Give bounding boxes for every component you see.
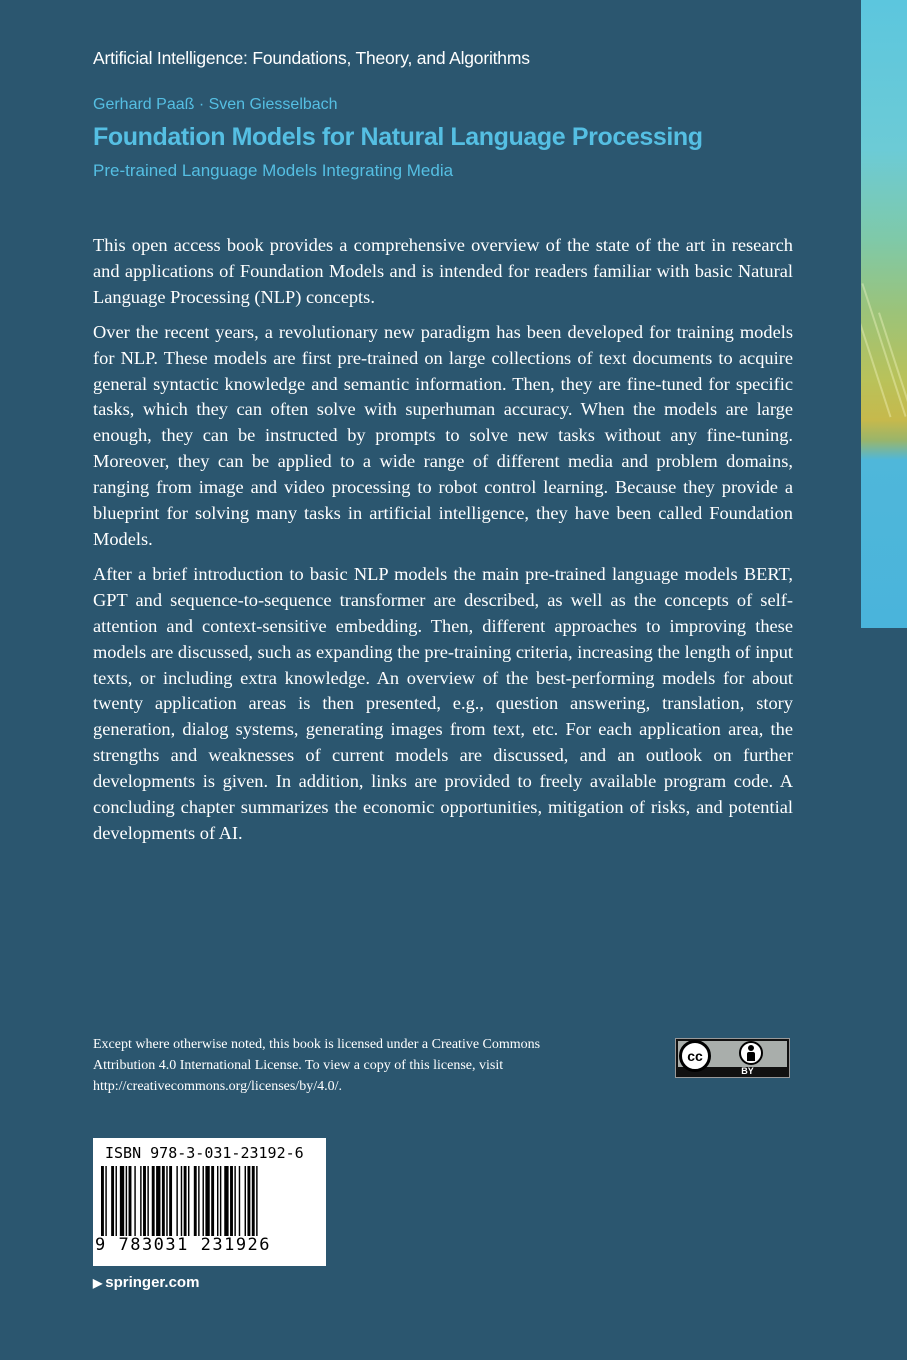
barcode-bar <box>105 1166 106 1236</box>
cc-by-license-badge[interactable] <box>675 1038 790 1078</box>
barcode-bar <box>143 1166 146 1236</box>
barcode-bar <box>184 1166 187 1236</box>
barcode-bar <box>111 1166 114 1236</box>
cover-image-strip <box>861 0 907 628</box>
barcode-bar <box>101 1166 104 1236</box>
license-notice: Except where otherwise noted, this book is licensed under a Creative Commons Attribution 4.0 International License. To view a copy of this license, visit http://creativecommons.org/licenses/by/4.0/. <box>93 1037 541 1094</box>
by-label: BY <box>741 1066 754 1076</box>
publisher-link[interactable] <box>93 1274 199 1291</box>
barcode-bar <box>129 1166 132 1236</box>
isbn-barcode-box <box>93 1138 326 1266</box>
barcode-bar <box>126 1166 127 1236</box>
blurb <box>93 233 793 856</box>
isbn-label: ISBN 978-3-031-23192-6 <box>105 1144 304 1162</box>
barcode-bar <box>245 1166 246 1236</box>
barcode-bar <box>194 1166 197 1236</box>
barcode-bar <box>211 1166 214 1236</box>
barcode-bar <box>147 1166 148 1236</box>
blurb-paragraph: This open access book provides a comprehensive overview of the state of the art in research and applications of Foundation Models and is intended for readers familiar with basic Natural Language Processing (NLP) concepts. <box>93 235 793 307</box>
attribution-person-icon <box>739 1041 763 1065</box>
barcode-bar <box>247 1166 250 1236</box>
barcode-bar <box>169 1166 172 1236</box>
barcode-bar <box>217 1166 218 1236</box>
authors: Gerhard Paaß · Sven Giesselbach <box>93 96 338 113</box>
barcode <box>99 1166 321 1236</box>
series-title: Artificial Intelligence: Foundations, Theory, and Algorithms <box>93 48 530 68</box>
blurb-paragraph: Over the recent years, a revolutionary new paradigm has been developed for training models for NLP. These models are first pre-trained on large collections of text documents to acquire general syntactic knowledge and semantic information. Then, they are fine-tuned for specific tasks, which they can often solve with superhuman accuracy. When the models are large enough, they can be instructed by prompts to solve new tasks without any fine-tuning. Moreover, they can be applied to a wide range of different media and problem domains, ranging from image and video processing to robot control learning. Because they provide a blueprint for solving many tasks in artificial intelligence, they have been called Foundation Models. <box>93 321 793 549</box>
publisher-url: springer.com <box>105 1274 200 1291</box>
barcode-bar <box>220 1166 221 1236</box>
book-subtitle: Pre-trained Language Models Integrating Media <box>93 161 454 180</box>
barcode-bar <box>134 1166 135 1236</box>
barcode-bar <box>252 1166 255 1236</box>
barcode-bar <box>256 1166 257 1236</box>
barcode-bar <box>181 1166 182 1236</box>
book-title: Foundation Models for Natural Language Processing <box>93 123 703 151</box>
barcode-bar <box>120 1166 124 1236</box>
barcode-bar <box>198 1166 199 1236</box>
barcode-bar <box>205 1166 209 1236</box>
blurb-paragraph: After a brief introduction to basic NLP models the main pre-trained language models BERT, GPT and sequence-to-sequence transformer are described, as well as the concepts of self-attention and context-sensitive embedding. Then, different approaches to improving these models are discussed, such as expanding the pre-training criteria, increasing the length of input texts, or including extra knowledge. An overview of the best-performing models for about twenty application areas is then presented, e.g., question answering, translation, story generation, dialog systems, generating images from text, etc. For each application area, the strengths and weaknesses of current models are discussed, and an outlook on further developments is given. In addition, links are provided to freely available program code. A concluding chapter summarizes the economic opportunities, mitigation of risks, and potential developments of AI. <box>93 563 793 843</box>
barcode-bar <box>234 1166 235 1236</box>
barcode-bar <box>152 1166 155 1236</box>
cc-icon: cc <box>679 1040 711 1072</box>
barcode-bar <box>166 1166 167 1236</box>
barcode-bar <box>156 1166 160 1236</box>
arrow-right-icon: ▶ <box>93 1276 103 1290</box>
barcode-bar <box>203 1166 204 1236</box>
barcode-bar <box>188 1166 189 1236</box>
barcode-bar <box>176 1166 177 1236</box>
barcode-bar <box>230 1166 233 1236</box>
barcode-bar <box>224 1166 228 1236</box>
barcode-bar <box>239 1166 240 1236</box>
barcode-bar <box>140 1166 141 1236</box>
barcode-bar <box>116 1166 117 1236</box>
barcode-bar <box>162 1166 165 1236</box>
barcode-digits: 9 783031 231926 <box>95 1235 272 1255</box>
